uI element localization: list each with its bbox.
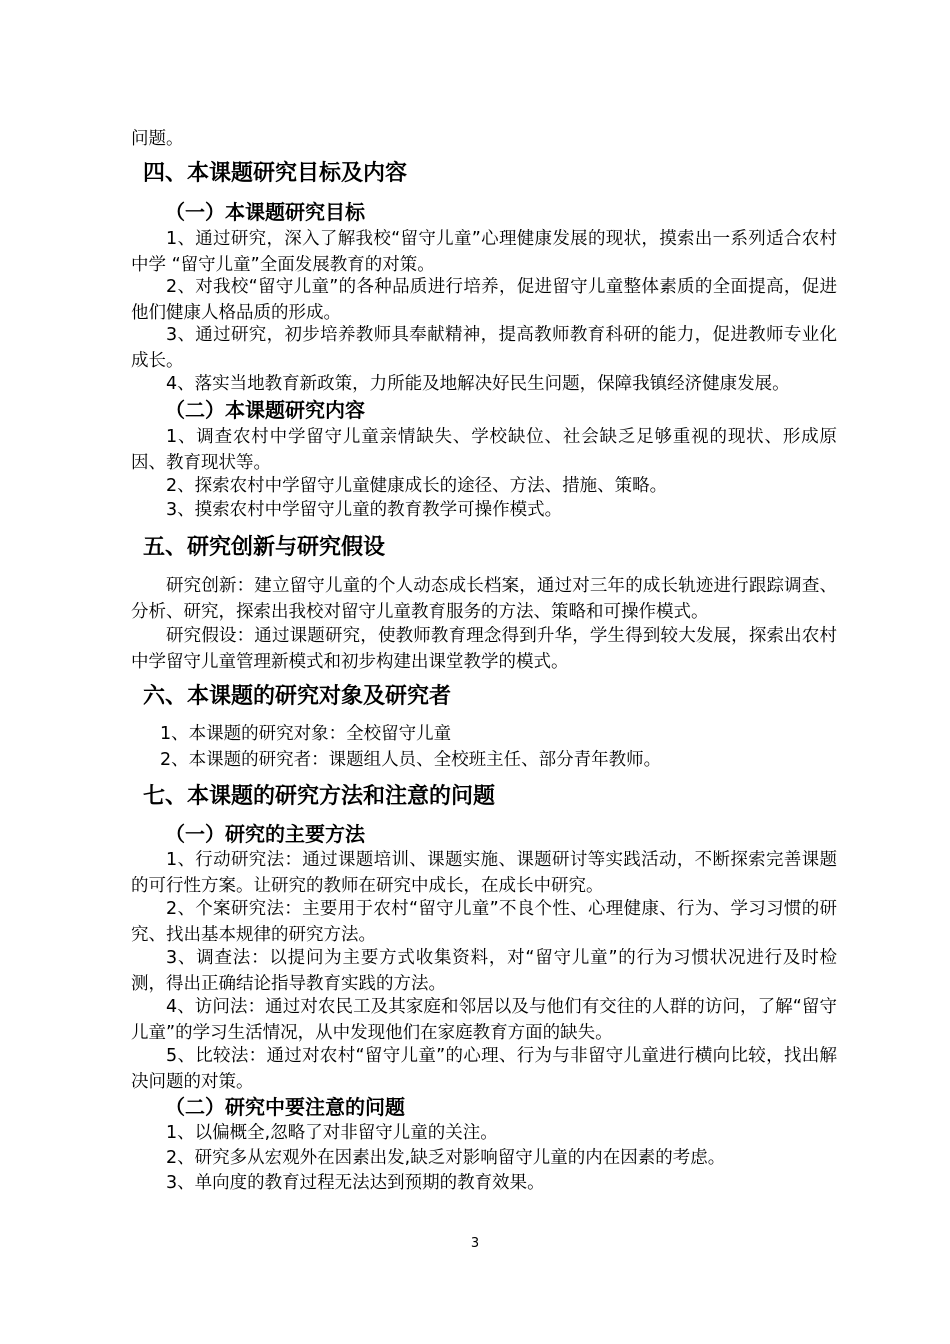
section-4-heading: 四、本课题研究目标及内容 bbox=[143, 161, 408, 186]
section-7-1-item-4: 4、访问法：通过对农民工及其家庭和邻居以及与他们有交往的人群的访问，了解“留守儿童”的学习生活情况，从中发现他们在家庭教育方面的缺失。 bbox=[131, 997, 837, 1043]
page-number: 3 bbox=[470, 1236, 480, 1251]
section-4-1-item-4: 4、落实当地教育新政策，力所能及地解决好民生问题，保障我镇经济健康发展。 bbox=[166, 374, 790, 394]
section-4-2-item-1: 1、调查农村中学留守儿童亲情缺失、学校缺位、社会缺乏足够重视的现状、形成原因、教育现状等。 bbox=[131, 427, 837, 473]
section-7-1-item-5: 5、比较法：通过对农村“留守儿童”的心理、行为与非留守儿童进行横向比较，找出解决问题的对策。 bbox=[131, 1046, 837, 1092]
section-7-1-item-3: 3、调查法：以提问为主要方式收集资料，对“留守儿童”的行为习惯状况进行及时检测，得出正确结论指导教育实践的方法。 bbox=[131, 948, 837, 994]
section-7-heading: 七、本课题的研究方法和注意的问题 bbox=[143, 784, 496, 809]
section-7-1-item-1: 1、行动研究法：通过课题培训、课题实施、课题研讨等实践活动，不断探索完善课题的可行性方案。让研究的教师在研究中成长，在成长中研究。 bbox=[131, 850, 837, 896]
section-5-heading: 五、研究创新与研究假设 bbox=[143, 535, 386, 560]
section-7-1-item-2: 2、个案研究法：主要用于农村“留守儿童”不良个性、心理健康、行为、学习习惯的研究、找出基本规律的研究方法。 bbox=[131, 899, 837, 945]
section-4-2-item-2: 2、探索农村中学留守儿童健康成长的途径、方法、措施、策略。 bbox=[166, 476, 668, 496]
section-7-2-item-2: 2、研究多从宏观外在因素出发,缺乏对影响留守儿童的内在因素的考虑。 bbox=[166, 1148, 726, 1168]
carry-over-text: 问题。 bbox=[131, 129, 184, 149]
section-5-innovation: 研究创新：建立留守儿童的个人动态成长档案，通过对三年的成长轨迹进行跟踪调查、分析、研究，探索出我校对留守儿童教育服务的方法、策略和可操作模式。 bbox=[131, 576, 837, 622]
section-6-item-1: 1、本课题的研究对象：全校留守儿童 bbox=[160, 724, 452, 744]
section-7-2-item-3: 3、单向度的教育过程无法达到预期的教育效果。 bbox=[166, 1173, 545, 1193]
section-4-1-item-1: 1、通过研究，深入了解我校“留守儿童”心理健康发展的现状，摸索出一系列适合农村中学 “留守儿童”全面发展教育的对策。 bbox=[131, 229, 837, 275]
section-7-2-heading: （二）研究中要注意的问题 bbox=[165, 1095, 405, 1119]
section-4-1-item-2: 2、对我校“留守儿童”的各种品质进行培养，促进留守儿童整体素质的全面提高，促进他们健康人格品质的形成。 bbox=[131, 277, 837, 323]
section-6-heading: 六、本课题的研究对象及研究者 bbox=[143, 684, 452, 709]
section-5-hypothesis: 研究假设：通过课题研究，使教师教育理念得到升华，学生得到较大发展，探索出农村中学留守儿童管理新模式和初步构建出课堂教学的模式。 bbox=[131, 626, 837, 672]
section-7-2-item-1: 1、以偏概全,忽略了对非留守儿童的关注。 bbox=[166, 1123, 498, 1143]
section-4-1-item-3: 3、通过研究，初步培养教师具奉献精神，提高教师教育科研的能力，促进教师专业化成长。 bbox=[131, 325, 837, 371]
section-6-item-2: 2、本课题的研究者：课题组人员、全校班主任、部分青年教师。 bbox=[160, 750, 662, 770]
section-4-2-heading: （二）本课题研究内容 bbox=[165, 398, 365, 422]
section-4-1-heading: （一）本课题研究目标 bbox=[165, 200, 365, 224]
section-4-2-item-3: 3、摸索农村中学留守儿童的教育教学可操作模式。 bbox=[166, 500, 563, 520]
section-7-1-heading: （一）研究的主要方法 bbox=[165, 822, 365, 846]
